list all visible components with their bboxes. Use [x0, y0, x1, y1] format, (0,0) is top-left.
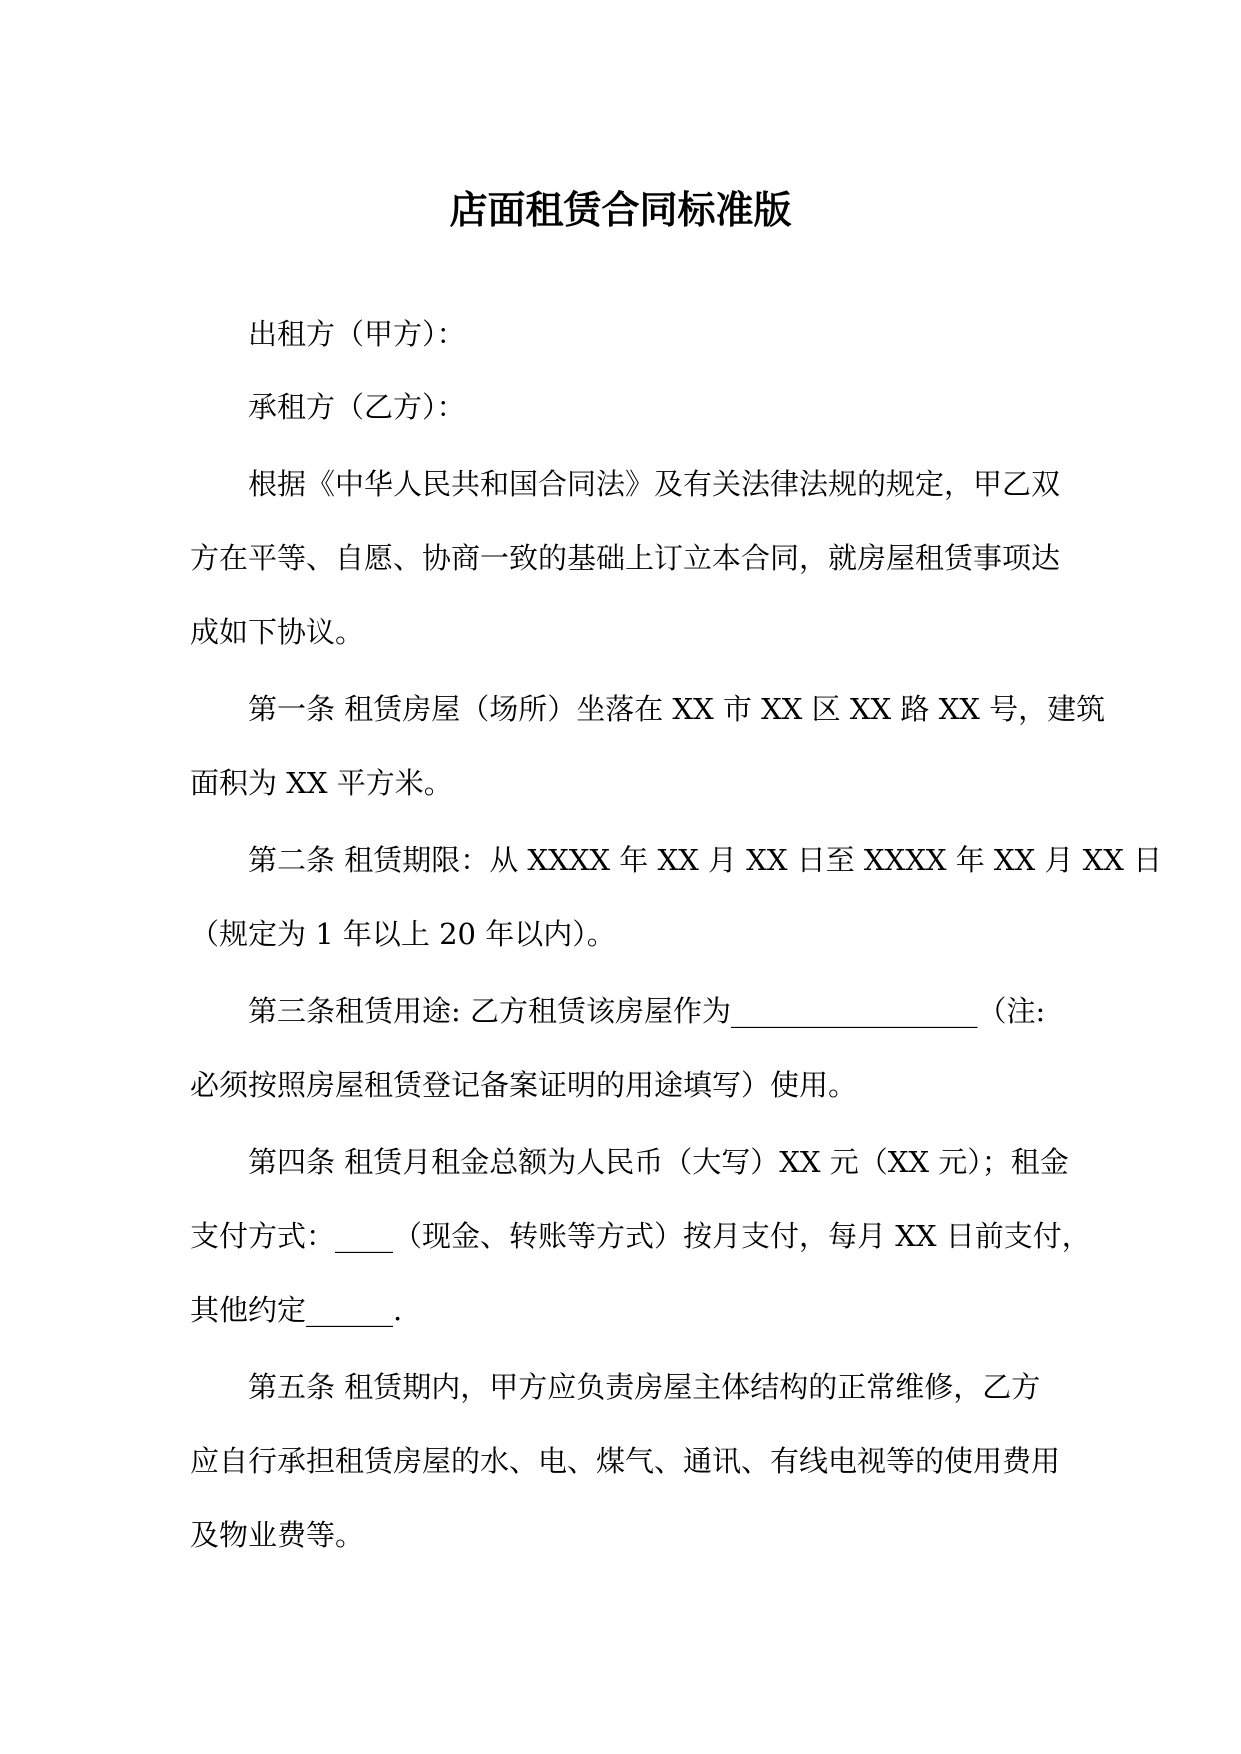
article-2-line-2: （规定为 1 年以上 20 年以内）。 — [190, 917, 616, 951]
lessee-line: 承租方（乙方）： — [248, 390, 466, 424]
article-3-line-1: 第三条租赁用途: 乙方租赁该房屋作为_________________（注: — [248, 994, 1046, 1028]
article-5-line-1: 第五条 租赁期内，甲方应负责房屋主体结构的正常维修，乙方 — [248, 1370, 1041, 1404]
preamble-line-2: 方在平等、自愿、协商一致的基础上订立本合同，就房屋租赁事项达 — [190, 541, 1061, 575]
article-5-line-2: 应自行承担租赁房屋的水、电、煤气、通讯、有线电视等的使用费用 — [190, 1444, 1061, 1478]
article-4-line-2: 支付方式：____（现金、转账等方式）按月支付，每月 XX 日前支付， — [190, 1219, 1091, 1253]
article-5-line-3: 及物业费等。 — [190, 1518, 365, 1552]
article-4-line-1: 第四条 租赁月租金总额为人民币（大写）XX 元（XX 元）；租金 — [248, 1145, 1069, 1179]
preamble-line-3: 成如下协议。 — [190, 615, 365, 649]
preamble-line-1: 根据《中华人民共和国合同法》及有关法律法规的规定，甲乙双 — [248, 467, 1061, 501]
article-2-line-1: 第二条 租赁期限：从 XXXX 年 XX 月 XX 日至 XXXX 年 XX 月 XX 日 — [248, 843, 1163, 877]
article-4-line-3: 其他约定______. — [190, 1293, 403, 1327]
document-title: 店面租赁合同标准版 — [449, 187, 792, 232]
article-3-line-2: 必须按照房屋租赁登记备案证明的用途填写）使用。 — [190, 1068, 858, 1102]
article-1-line-1: 第一条 租赁房屋（场所）坐落在 XX 市 XX 区 XX 路 XX 号，建筑 — [248, 692, 1106, 726]
lessor-line: 出租方（甲方）： — [248, 317, 466, 351]
article-1-line-2: 面积为 XX 平方米。 — [190, 766, 453, 800]
